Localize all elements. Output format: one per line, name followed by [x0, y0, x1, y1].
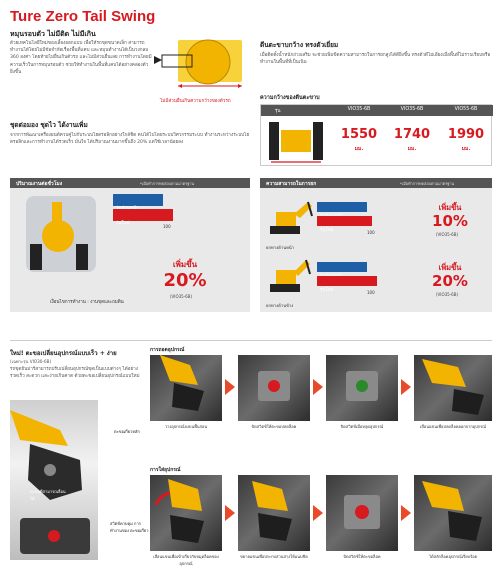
productivity-footnote: เงื่อนไขการทำงาน : งานขุดและถมดิน — [50, 300, 124, 305]
track-diagram — [261, 116, 331, 166]
productivity-chart-note: *เมื่อทำการทดสอบตามมาตรฐาน — [140, 180, 195, 186]
attach-steps — [150, 475, 492, 565]
lifting-side-axis: 100 — [367, 290, 375, 295]
remove-arrow-2 — [313, 379, 323, 395]
lifting-side-increase-value: 20% — [432, 272, 468, 290]
zero-tail-title: Ture Zero Tail Swing — [10, 8, 156, 25]
swing-diagram — [150, 38, 260, 100]
lifting-front-caption: ยกทางด้านหน้า — [266, 245, 295, 250]
lifting-front-axis: 100 — [367, 230, 375, 235]
track-model-1: VIO35-6B — [347, 107, 371, 112]
remove-steps — [150, 355, 492, 433]
lifting-side-model-note: (VIO35-6B) — [436, 292, 459, 297]
attach-step-3-photo — [326, 475, 398, 551]
attach-arrow-2 — [313, 505, 323, 521]
lifting-chart-note: *เมื่อทำการทดสอบตามมาตรฐาน — [400, 180, 455, 186]
lifting-front-increase-value: 10% — [432, 212, 468, 230]
track-unit-1: มม. — [354, 146, 364, 152]
track-width-table — [260, 104, 492, 166]
productivity-panel — [10, 178, 250, 312]
section-divider — [10, 340, 492, 341]
productivity-bar-old — [113, 194, 163, 206]
excavator-front-lift-icon — [264, 196, 314, 242]
coupler-label-main-hook: ตะขอเกี่ยวหลัก — [114, 429, 140, 434]
lifting-front-increase-label: เพิ่มขึ้น — [438, 203, 462, 212]
attach-step-3-caption: บิดสวิตช์ให้ตะขอล็อค — [343, 554, 381, 559]
lifting-chart-title: ความสามารถในการยก — [266, 181, 317, 187]
attach-step-4-caption: ได้สลักล็อคอุปกรณ์เรียบร้อย — [429, 554, 477, 559]
attach-step-4-photo — [414, 475, 492, 551]
attach-arrow-3 — [401, 505, 411, 521]
productivity-increase-value: 20% — [163, 270, 207, 291]
productivity-chart-title: ปริมาณงานต่อชั่วโมง — [16, 181, 63, 187]
productivity-body: จากการพัฒนาเครื่องยนต์ควบคู่ไปกับระบบไฮดรอลิกอย่างใกล้ชิด คนได้ไปโดยระบบวิศวกรรมระบบ ทำงานระหว่างระบบไฮดรอลิกและการทำงานได้รวดเร็ว มั่นใจ ได้ปริมาณงานมากขึ้นถึง 20% แต่ใช้เวลาน้อยลง — [10, 133, 250, 146]
excavator-top-view — [16, 192, 110, 276]
attach-step-1-caption: เลื่อนแขนเพื่อเข้าเกี่ยวกับหมุดล็อคของอุปกรณ์ — [153, 554, 219, 566]
wide-track-body: เมื่อติดตั้งน้ำหนักถ่วงเสริม จะช่วยเพิ่มขีดความสามารถในการยกสูงได้ดียิ่งขึ้น ทรงตัวดีไม่เอียงเมื่อพื้นที่ไม่ราบเรียบหรือทำงานในพื้นที่ที่เป็นเนิน — [260, 53, 491, 66]
coupler-label-sliding-hook: ตะขอที่สามารถเลื่อนได้ — [30, 489, 66, 501]
coupler-photo — [10, 400, 98, 560]
coupler-note: (เฉพาะรุ่น VIO30-6B) — [10, 359, 52, 364]
lifting-front-bar-old — [317, 202, 367, 212]
track-unit-3: มม. — [461, 146, 471, 152]
track-model-3: VIO55-6B — [454, 107, 478, 112]
remove-step-1-photo — [150, 355, 222, 421]
attach-arrow-1 — [225, 505, 235, 521]
lifting-front-model-note: (VIO35-6B) — [436, 232, 459, 237]
track-table-title: ความกว้างของตีนตะขาบ — [260, 95, 320, 101]
coupler-heading: ใหม่! ตะขอเปลี่ยนอุปกรณ์แบบเร็ว + ง่าย — [10, 350, 117, 357]
productivity-increase-label: เพิ่มขึ้น — [172, 260, 198, 269]
lifting-panel — [260, 178, 492, 312]
bucket-outline — [154, 56, 162, 64]
remove-step-1-caption: วางอุปกรณ์ลงบนพื้นก่อน — [164, 424, 208, 429]
remove-step-4-photo — [414, 355, 492, 421]
attach-title: การใส่อุปกรณ์ — [150, 467, 181, 473]
coupler-body: รถขุดยันม่าร์สามารถปรับเปลี่ยนอุปกรณ์ขุดเป็นแบบต่างๆ ได้อย่างรวดเร็ว สะดวก และง่ายเกินคาด ด้วยตะขอเปลี่ยนอุปกรณ์แบบใหม่ — [10, 367, 140, 380]
lifting-side-increase-label: เพิ่มขึ้น — [438, 263, 462, 272]
track-unit-2: มม. — [407, 146, 417, 152]
productivity-bar-new — [113, 209, 173, 226]
lifting-front-bar-new-label: รุ่นใหม่ — [320, 228, 334, 233]
swing-circle — [186, 40, 230, 84]
excavator-side-lift-icon — [264, 256, 314, 300]
swing-caption: ไม่มีส่วนยื่นเกินความกว้างของตัวรถ — [160, 99, 231, 104]
remove-arrow-3 — [401, 379, 411, 395]
track-table-model-label: รุ่น — [275, 109, 281, 114]
track-width-3: 1990 — [447, 127, 485, 142]
lifting-side-caption: ยกทางด้านข้าง — [266, 303, 294, 308]
coupler-label-switch: สวิตช์ควบคุม การทำงานของ ตะขอเกี่ยว — [110, 521, 149, 533]
attach-step-1-photo — [150, 475, 222, 551]
remove-step-3-photo — [326, 355, 398, 421]
remove-step-2-caption: บิดสวิตช์ให้ตะขอปลดล็อค — [251, 424, 297, 429]
productivity-model-note: (VIO35-6B) — [170, 294, 193, 299]
remove-arrow-1 — [225, 379, 235, 395]
productivity-axis-label: 100 — [163, 224, 171, 229]
zero-tail-subtitle: หมุนรอบตัว ไม่มีติด ไม่มีเกิน — [10, 30, 96, 38]
productivity-heading: ชุดต่อมอง ชุดไว ได้งานเพิ่ม — [10, 121, 88, 129]
wide-track-heading: ตีนตะขาบกว้าง ทรงตัวเยี่ยม — [260, 41, 339, 49]
lifting-front-bar-new — [317, 216, 372, 233]
productivity-bar-new-label: รุ่นใหม่ — [116, 221, 130, 226]
track-width-2: 1740 — [393, 127, 431, 142]
track-model-2: VIO35-6B — [400, 107, 424, 112]
remove-step-4-caption: เลื่อนแขนเพื่อปลดล็อคออกจากอุปกรณ์ — [420, 424, 486, 429]
remove-title: การถอดอุปกรณ์ — [150, 347, 185, 353]
remove-step-2-photo — [238, 355, 310, 421]
track-width-1: 1550 — [340, 127, 378, 142]
attach-step-2-photo — [238, 475, 310, 551]
zero-tail-body: ด้วยเทคโนโลยีใหม่ของเลี้ยงออกแบบ เพื่อให้รถขุดขนาดเล็ก สามารถทำงานได้โดยไม่มีข้อจำกัดเรื่องพื้นที่แคบ และหมุนทำงานได้เป็นวงกลม 360 องศา โดยท้ายไม่ยื่นเกินตัวรถ และไม่มีส่วนยื่นเลย การทำงานโดยมีความเร็วในการหมุนรอบตัว ช่วยให้ทำงานในพื้นที่แคบได้อย่างคล่องตัวยิ่งขึ้น — [10, 41, 152, 75]
lifting-side-bar-old — [317, 262, 367, 272]
remove-step-3-caption: ปิดสวิตช์เมื่อหลุดอุปกรณ์ — [340, 424, 384, 429]
attach-step-2-caption: ขยายแขนเพื่อประกบส่วนล่างให้แนบชิด — [240, 554, 308, 559]
lifting-side-bar-new-label: รุ่นใหม่ — [320, 288, 334, 293]
